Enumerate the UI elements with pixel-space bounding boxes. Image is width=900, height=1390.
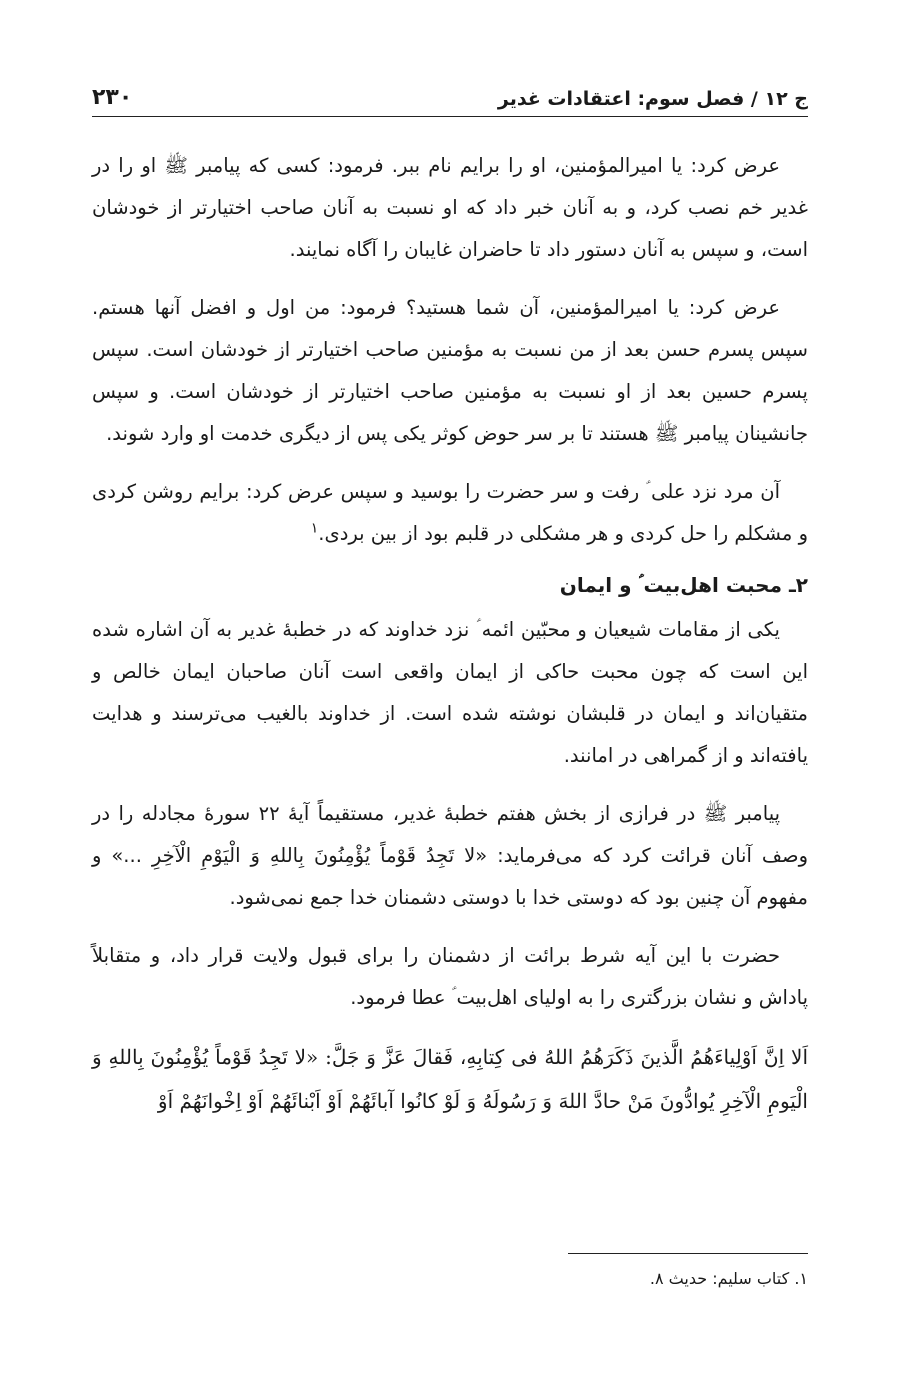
footnote-reference[interactable]: ۱	[310, 520, 319, 537]
paragraph: عرض کرد: یا امیرالمؤمنین، او را برایم نام ببر. فرمود: کسی که پیامبر ﷺ او را در غدیر خم نصب کرد، و به آنان خبر داد که او نسبت به آنان صاحب اختیارتر از خودشان است، و سپس به آنان دستور داد تا حاضران غایبان را آگاه نمایند.	[92, 154, 808, 261]
running-header	[92, 70, 808, 117]
paragraph-with-footnote	[92, 471, 808, 555]
paragraph-text: آن مرد نزد علی ؑ رفت و سر حضرت را بوسید و سپس عرض کرد: برایم روشن کردی و مشکلم را حل کردی و هر مشکلی در قلبم بود از بین بردی.	[92, 480, 808, 545]
paragraph: عرض کرد: یا امیرالمؤمنین، آن شما هستید؟ فرمود: من اول و افضل آنها هستم. سپس پسرم حسن بعد از من نسبت به مؤمنین صاحب اختیارتر از خودشان است. سپس پسرم حسین بعد از او نسبت به مؤمنین صاحب اختیارتر از خودشان است. و سپس جانشینان پیامبر ﷺ هستند تا بر سر حوض کوثر یکی پس از دیگری خدمت او وارد شوند.	[92, 296, 808, 445]
paragraph: حضرت با این آیه شرط برائت از دشمنان را برای قبول ولایت قرار داد، و متقابلاً پاداش و نشان بزرگتری را به اولیای اهل‌بیت ؑ عطا فرمود.	[92, 944, 808, 1009]
paragraph: پیامبر ﷺ در فرازی از بخش هفتم خطبهٔ غدیر، مستقیماً آیهٔ ۲۲ سورهٔ مجادله را در وصف آنان قرائت کرد که می‌فرماید: «لا تَجِدُ قَوْماً یُؤْمِنُونَ بِاللهِ وَ الْیَوْمِ الْآخِرِ ...» و مفهوم آن چنین بود که دوستی خدا با دوستی دشمنان خدا جمع نمی‌شود.	[92, 802, 808, 909]
quoted-text: اَلا اِنَّ اَوْلِیاءَهُمُ الَّذینَ ذَکَرَهُمُ اللهُ فی کِتابِهِ، فَقالَ عَزَّ وَ جَلَّ: «لا تَجِدُ قَوْماً یُؤْمِنُونَ بِاللهِ وَ الْیَومِ الْآخِرِ یُوادُّونَ مَنْ حادَّ اللهَ وَ رَسُولَهُ وَ لَوْ کانُوا آبائَهُمْ اَوْ اَبْنائَهُمْ اَوْ اِخْوانَهُمْ اَوْ	[92, 1045, 808, 1113]
paragraph: یکی از مقامات شیعیان و محبّین ائمه ؑ نزد خداوند که در خطبهٔ غدیر به آن اشاره شده این است که چون محبت حاکی از ایمان واقعی است آنان صاحبان ایمان خالص و متقیان‌اند و ایمان در قلبشان نوشته شده است. از خداوند بالغیب می‌ترسند و هدایت یافته‌اند و از گمراهی در امانند.	[92, 618, 808, 767]
footnote: ۱. کتاب سلیم: حدیث ۸.	[649, 1269, 808, 1288]
page-body	[92, 145, 808, 1123]
section-heading: ۲ـ محبت اهل‌بیت ؑ و ایمان	[559, 573, 808, 597]
book-page	[92, 70, 808, 1288]
footnote-divider	[568, 1253, 808, 1254]
page-number: ۲۳۰	[92, 85, 133, 110]
running-title: ج ۱۲ / فصل سوم: اعتقادات غدیر	[497, 88, 808, 110]
